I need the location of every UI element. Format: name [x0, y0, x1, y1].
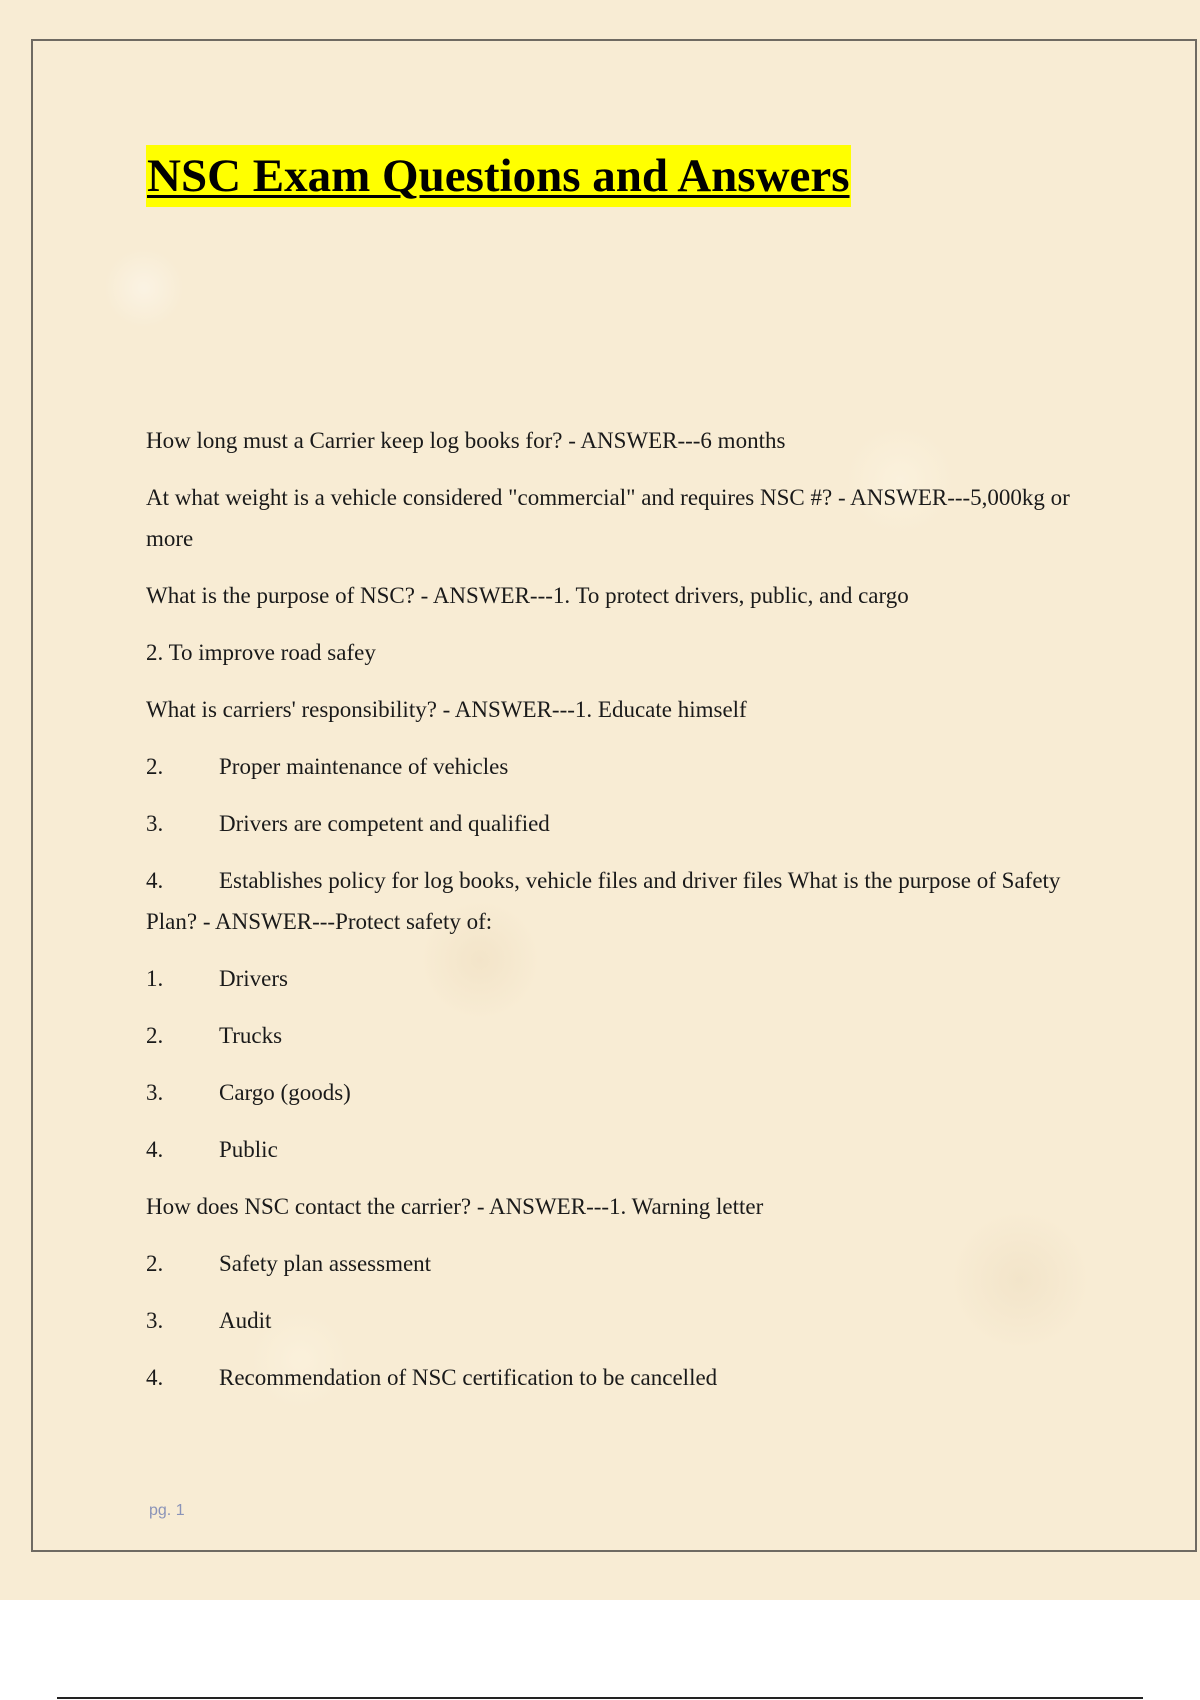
list-item — [146, 1357, 1096, 1398]
list-item-text: Cargo (goods) — [219, 1080, 351, 1105]
list-item-text: Proper maintenance of vehicles — [219, 754, 509, 779]
list-item-number: 2. — [146, 1251, 164, 1276]
list-item — [146, 1129, 1096, 1170]
question-4: What is carriers' responsibility? - ANSWER---1. Educate himself — [146, 697, 747, 722]
list-item — [146, 746, 1096, 787]
list-item — [146, 1243, 1096, 1284]
list-item — [146, 958, 1096, 999]
list-item-number: 3. — [146, 1308, 164, 1333]
list-item-number: 4. — [146, 1365, 164, 1390]
list-item-number: 3. — [146, 811, 164, 836]
list-item-number: 4. — [146, 1137, 164, 1162]
document-body — [146, 420, 1096, 1398]
question-3-line-2: 2. To improve road safey — [146, 640, 376, 665]
list-item — [146, 1300, 1096, 1341]
list-item-number: 3. — [146, 1080, 164, 1105]
list-item-text: Establishes policy for log books, vehicle files and driver files What is the purpose of Safety Plan? - ANSWER---Protect safety of: — [146, 868, 1061, 934]
question-1: How long must a Carrier keep log books for? - ANSWER---6 months — [146, 428, 786, 453]
list-item-text: Drivers are competent and qualified — [219, 811, 550, 836]
document-title: NSC Exam Questions and Answers — [146, 145, 851, 207]
question-2: At what weight is a vehicle considered "commercial" and requires NSC #? - ANSWER---5,000kg or more — [146, 485, 1070, 551]
list-item-text: Audit — [219, 1308, 272, 1333]
list-item-text: Drivers — [219, 966, 288, 991]
footer-divider — [57, 1697, 1143, 1699]
list-item-text: Trucks — [219, 1023, 283, 1048]
list-item — [146, 803, 1096, 844]
list-item-text: Safety plan assessment — [219, 1251, 432, 1276]
list-item-number: 2. — [146, 754, 164, 779]
list-item — [146, 1072, 1096, 1113]
question-3: What is the purpose of NSC? - ANSWER---1. To protect drivers, public, and cargo — [146, 583, 909, 608]
list-item-number: 4. — [146, 868, 164, 893]
list-item-text: Recommendation of NSC certification to be cancelled — [219, 1365, 718, 1390]
list-item-number: 2. — [146, 1023, 164, 1048]
question-6: How does NSC contact the carrier? - ANSWER---1. Warning letter — [146, 1194, 764, 1219]
list-item — [146, 1015, 1096, 1056]
page-number: pg. 1 — [149, 1502, 185, 1519]
list-item-text: Public — [219, 1137, 278, 1162]
list-item-wrapped — [146, 860, 1096, 942]
list-item-number: 1. — [146, 966, 164, 991]
